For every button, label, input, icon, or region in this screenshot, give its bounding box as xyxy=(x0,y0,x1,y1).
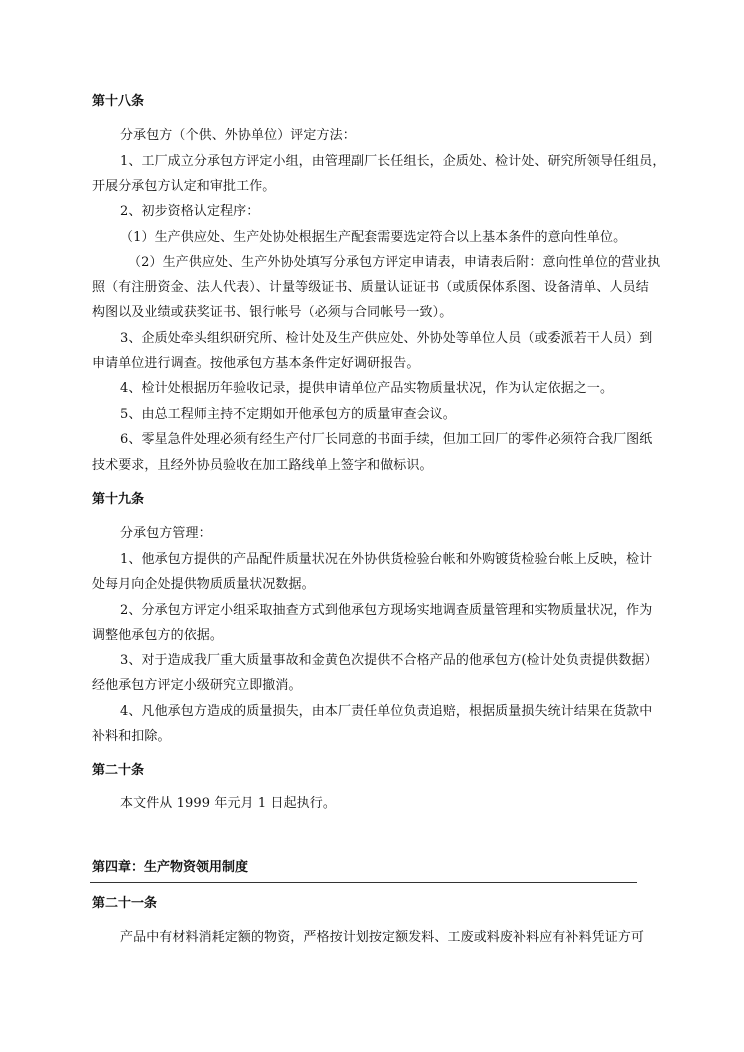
paragraph-line: 分承包方（个供、外协单位）评定方法： xyxy=(120,128,356,143)
chapter-divider xyxy=(90,882,637,883)
section-21-heading: 第二十一条 xyxy=(92,896,158,911)
paragraph-line: 2、初步资格认定程序： xyxy=(120,204,260,219)
paragraph-line: 4、检计处根据历年验收记录，提供申请单位产品实物质量状况，作为认定依据之一。 xyxy=(120,381,614,396)
paragraph-line: 处每月向企处提供物质质量状况数据。 xyxy=(92,577,315,592)
paragraph-line: 开展分承包方认定和审批工作。 xyxy=(92,179,276,194)
paragraph-line: 补料和扣除。 xyxy=(92,729,171,744)
paragraph-line: （2）生产供应处、生产外协处填写分承包方评定申请表，申请表后附：意向性单位的营业执 xyxy=(128,255,661,270)
paragraph-line: 1、工厂成立分承包方评定小组，由管理副厂长任组长，企质处、检计处、研究所领导任组员， xyxy=(120,154,666,169)
paragraph-line: 分承包方管理： xyxy=(120,526,212,541)
paragraph-line: 1、他承包方提供的产品配件质量状况在外协供货检验台帐和外购镀货检验台帐上反映，检计 xyxy=(120,552,653,567)
paragraph-line: 6、零星急件处理必须有经生产付厂长同意的书面手续，但加工回厂的零件必须符合我厂图纸 xyxy=(120,432,653,447)
chapter-4-heading: 第四章：生产物资领用制度 xyxy=(92,860,249,875)
paragraph-line: 4、凡他承包方造成的质量损失，由本厂责任单位负责追赔，根据质量损失统计结果在货款中 xyxy=(120,704,653,719)
paragraph-line: 构图以及业绩或获奖证书、银行帐号（必须与合同帐号一致）。 xyxy=(92,305,453,320)
paragraph-line: 经他承包方评定小级研究立即撤消。 xyxy=(92,678,302,693)
section-18-heading: 第十八条 xyxy=(92,94,145,109)
paragraph-line: 2、分承包方评定小组采取抽查方式到他承包方现场实地调查质量管理和实物质量状况，作为 xyxy=(120,603,653,618)
paragraph-line: 照（有注册资金、法人代表）、计量等级证书、质量认证证书（或质保体系图、设备清单、人员结 xyxy=(92,280,649,295)
section-19-heading: 第十九条 xyxy=(92,492,145,507)
paragraph-line: 3、对于造成我厂重大质量事故和金黄色次提供不合格产品的他承包方(检计处负责提供数据） xyxy=(120,653,658,668)
paragraph-line: 本文件从 1999 年元月 1 日起执行。 xyxy=(120,796,336,811)
paragraph-line: 3、企质处牵头组织研究所、检计处及生产供应处、外协处等单位人员（或委派若干人员）到 xyxy=(120,331,653,346)
paragraph-line: 5、由总工程师主持不定期如开他承包方的质量审查会议。 xyxy=(120,407,456,422)
paragraph-line: 调整他承包方的依据。 xyxy=(92,628,224,643)
paragraph-line: （1）生产供应处、生产处协处根据生产配套需要选定符合以上基本条件的意向性单位。 xyxy=(120,230,627,245)
section-20-heading: 第二十条 xyxy=(92,763,145,778)
paragraph-line: 产品中有材料消耗定额的物资，严格按计划按定额发料、工废或料废补料应有补料凭证方可 xyxy=(120,930,645,945)
paragraph-line: 申请单位进行调查。按他承包方基本条件定好调研报告。 xyxy=(92,356,420,371)
paragraph-line: 技术要求，且经外协员验收在加工路线单上签字和做标识。 xyxy=(92,458,433,473)
